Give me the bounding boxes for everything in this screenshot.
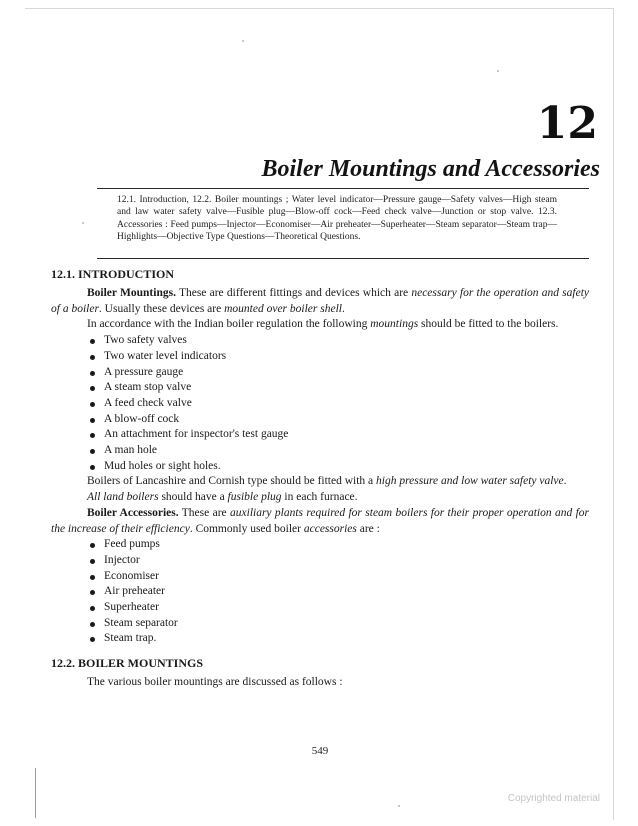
list-item xyxy=(88,333,589,349)
text-run: . xyxy=(341,302,345,315)
list-item xyxy=(88,537,589,553)
paragraph-boiler-accessories xyxy=(51,506,589,537)
list-item-text: Injector xyxy=(104,553,140,566)
list-item xyxy=(88,365,589,381)
list-item-text: Feed pumps xyxy=(104,538,160,551)
list-item-text: Steam trap. xyxy=(104,632,157,645)
section-heading-boiler-mountings: 12.2. BOILER MOUNTINGS xyxy=(51,656,204,671)
emphasis-run: fusible plug xyxy=(227,491,282,504)
list-item xyxy=(88,616,589,632)
scan-speck xyxy=(398,805,400,807)
chapter-contents: 12.1. Introduction, 12.2. Boiler mountings ; Water level indicator—Pressure gauge—Safety valves—High steam and law water safety valve—Fusible plug—Blow-off cock—Feed check valve—Junction or stop valve. 12.3. Accessories : Feed pumps—Injector—Economiser—Air preheater—Superheater—Steam separator—Steam trap—Highlights—Objective Type Questions—Theoretical Questions. xyxy=(117,195,557,242)
list-item xyxy=(88,459,589,475)
section-heading-introduction: 12.1. INTRODUCTION xyxy=(51,267,175,281)
list-item-text: Two safety valves xyxy=(104,334,187,347)
emphasis-run: accessories xyxy=(303,522,357,535)
bullet-dot-icon xyxy=(90,433,95,438)
scan-speck xyxy=(497,70,499,72)
text-run: should have a xyxy=(158,491,228,504)
emphasis-run: auxiliary plants required for steam boilers for their proper operation and for the increase of their efficiency xyxy=(51,506,590,535)
bullet-dot-icon xyxy=(90,449,95,454)
bullet-dot-icon xyxy=(90,402,95,407)
list-item-text: Steam separator xyxy=(104,616,178,629)
list-item-text: Superheater xyxy=(104,601,159,614)
bullet-dot-icon xyxy=(90,606,95,611)
list-item xyxy=(88,443,589,459)
paragraph-land-boilers xyxy=(51,490,589,506)
list-item xyxy=(88,569,589,585)
list-item-text: A pressure gauge xyxy=(104,365,184,378)
bullet-dot-icon xyxy=(90,622,95,627)
bullet-dot-icon xyxy=(90,339,95,344)
list-item xyxy=(88,427,589,443)
list-item xyxy=(88,553,589,569)
page-frame-left-mark xyxy=(35,768,36,818)
bullet-dot-icon xyxy=(90,418,95,423)
text-run: . Commonly used boiler xyxy=(189,522,304,535)
bullet-dot-icon xyxy=(90,543,95,548)
page-number: 549 xyxy=(311,745,329,757)
chapter-title: Boiler Mountings and Accessories xyxy=(261,156,600,182)
text-run: . xyxy=(563,475,567,488)
paragraph-boiler-mountings xyxy=(51,286,589,317)
list-item xyxy=(88,600,589,616)
list-item-text: A feed check valve xyxy=(104,396,192,409)
list-item xyxy=(88,631,589,647)
text-run: are : xyxy=(356,522,380,535)
text-run: Boilers of Lancashire and Cornish type should be fitted with a xyxy=(87,475,377,488)
list-item-text: Mud holes or sight holes. xyxy=(104,459,221,472)
scan-speck xyxy=(82,222,84,224)
paragraph-regulation xyxy=(51,317,589,333)
emphasis-run: All land boilers xyxy=(87,491,159,504)
bullet-dot-icon xyxy=(90,371,95,376)
list-item-text: Two water level indicators xyxy=(104,349,227,362)
emphasis-run: necessary for the operation and safety of a boiler xyxy=(51,287,590,315)
contents-rule-top xyxy=(97,188,589,189)
page-frame-right-edge xyxy=(613,8,614,820)
bullet-dot-icon xyxy=(90,355,95,360)
mountings-list xyxy=(51,333,589,474)
list-item-text: A blow-off cock xyxy=(104,412,180,425)
list-item xyxy=(88,380,589,396)
bullet-dot-icon xyxy=(90,590,95,595)
list-item-text: A man hole xyxy=(104,444,158,457)
bullet-dot-icon xyxy=(90,559,95,564)
text-run: in each furnace. xyxy=(281,491,358,504)
list-item xyxy=(88,349,589,365)
paragraph-lancashire-cornish xyxy=(51,474,589,490)
term-boiler-accessories: Boiler Accessories. xyxy=(87,506,179,519)
bullet-dot-icon xyxy=(90,465,95,470)
chapter-number: 12 xyxy=(536,98,598,149)
accessories-list xyxy=(51,537,589,647)
list-item xyxy=(88,584,589,600)
emphasis-run: mounted over boiler shell xyxy=(224,302,342,315)
bullet-dot-icon xyxy=(90,386,95,391)
page-frame-top-edge xyxy=(25,8,613,9)
bullet-dot-icon xyxy=(90,575,95,580)
list-item xyxy=(88,396,589,412)
list-item-text: Air preheater xyxy=(104,585,165,598)
bullet-dot-icon xyxy=(90,637,95,642)
contents-rule-bottom xyxy=(97,258,589,259)
emphasis-run: high pressure and low water safety valve xyxy=(376,475,564,488)
copyright-watermark: Copyrighted material xyxy=(507,793,600,804)
text-run: In accordance with the Indian boiler regulation the following xyxy=(87,318,371,331)
scan-speck xyxy=(242,40,244,42)
list-item-text: A steam stop valve xyxy=(104,381,192,394)
list-item-text: An attachment for inspector's test gauge xyxy=(104,428,289,441)
page-body xyxy=(51,266,589,691)
list-item-text: Economiser xyxy=(104,569,159,582)
text-run: These are different fittings and devices which are xyxy=(175,287,412,299)
term-boiler-mountings: Boiler Mountings. xyxy=(87,287,176,299)
text-run: should be fitted to the boilers. xyxy=(418,318,559,331)
text-run: . Usually these devices are xyxy=(98,302,225,315)
paragraph-mountings-intro: The various boiler mountings are discussed as follows : xyxy=(87,676,343,689)
emphasis-run: mountings xyxy=(370,318,419,331)
list-item xyxy=(88,412,589,428)
text-run: These are xyxy=(178,506,231,519)
